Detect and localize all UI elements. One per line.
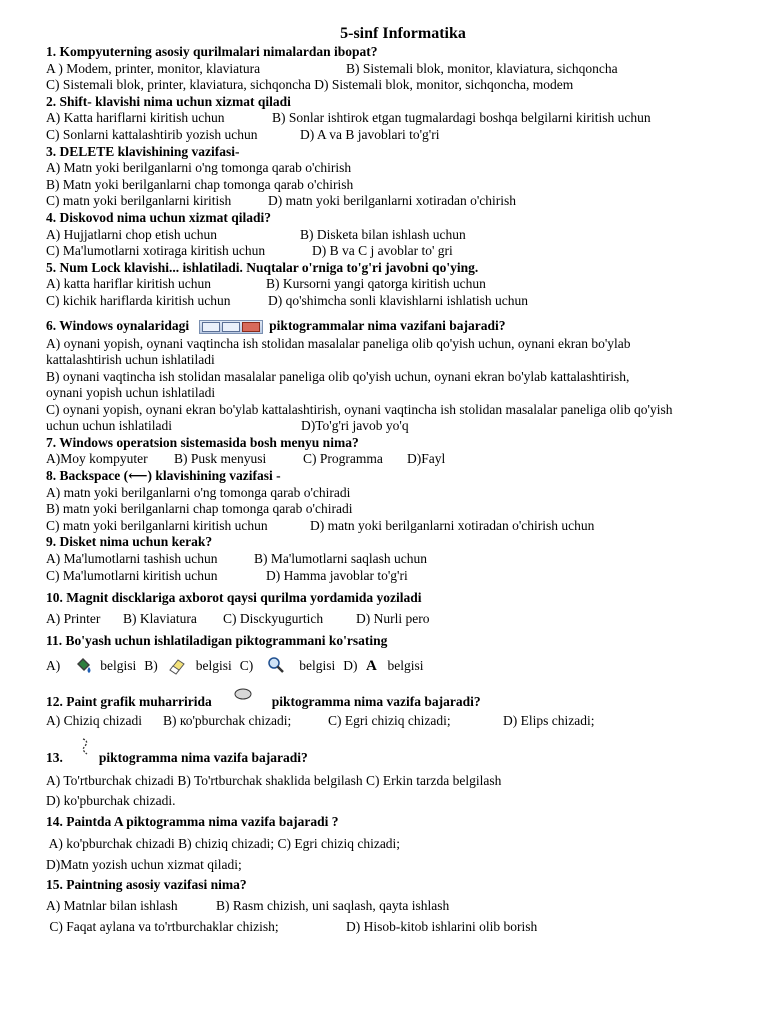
answer-b: B) Matn yoki berilganlarni chap tomonga qarab o'chirish [46, 176, 354, 192]
answer-row [46, 402, 706, 435]
answer-line: A) To'rtburchak chizadi B) To'rtburchak shaklida belgilash C) Erkin tarzda belgilash [46, 772, 502, 788]
answer-word: belgisi [100, 658, 137, 673]
answer-row [46, 551, 736, 568]
answer-c: C) Ma'lumotlarni xotiraga kiritish uchun [46, 243, 266, 259]
answer-word: belgisi [299, 658, 336, 673]
answer-a: A) Hujjatlarni chop etish uchun [46, 226, 217, 242]
answer-row [46, 243, 736, 260]
question-3: 3. DELETE klavishining vazifasi- [46, 143, 240, 159]
magnifier-icon [265, 655, 287, 677]
answer-b: B) matn yoki berilganlarni chap tomonga qarab o'chiradi [46, 501, 353, 517]
question-12-post: piktogramma nima vazifa bajaradi? [271, 694, 481, 709]
page-title: 5-sinf Informatika [340, 25, 466, 42]
question-13-post: piktogramma nima vazifa bajaradi? [98, 749, 308, 765]
question-8: 8. Backspace (⟵) klavishining vazifasi - [46, 468, 281, 484]
answer-b: B) [144, 658, 158, 673]
answer-row [46, 110, 736, 127]
answer-d: D) matn yoki berilganlarni xotiradan o'chirish [268, 193, 516, 209]
answer-c: C) Disckyugurtich [223, 610, 324, 626]
answer-b: B) Disketa bilan ishlash uchun [300, 226, 466, 242]
answer-d: D) matn yoki berilganlarni xotiradan o'chirish uchun [310, 517, 595, 533]
answer-c: C) Faqat aylana va to'rtburchaklar chizish; [46, 918, 279, 934]
question-6-pre: 6. Windows oynalaridagi [46, 317, 190, 333]
answer-row [46, 568, 736, 585]
question-12 [46, 686, 736, 713]
answer-row [46, 127, 736, 144]
answer-d: D) [343, 658, 358, 673]
answer-row [46, 77, 736, 94]
answer-d: D) Sistemali blok, monitor, sichqoncha, modem [314, 77, 574, 93]
answer-a: A) Matnlar bilan ishlash [46, 897, 178, 913]
answer-a: A) Ma'lumotlarni tashish uchun [46, 551, 218, 567]
question-10: 10. Magnit discklariga axborot qaysi qurilma yordamida yoziladi [46, 590, 422, 606]
free-select-icon [75, 736, 95, 758]
answer-row [46, 650, 736, 682]
fill-bucket-icon [72, 655, 94, 677]
answer-row [46, 293, 736, 310]
answer-c: C) Sonlarni kattalashtirib yozish uchun [46, 126, 258, 142]
question-2: 2. Shift- klavishi nima uchun xizmat qiladi [46, 93, 291, 109]
answer-row [46, 61, 736, 78]
answer-c: C) matn yoki berilganlarni kiritish uchun [46, 517, 268, 533]
answer-c: C) [239, 658, 254, 673]
answer-a: A) matn yoki berilganlarni o'ng tomonga qarab o'chiradi [46, 484, 351, 500]
answer-b: B) Ma'lumotlarni saqlash uchun [254, 551, 428, 567]
answer-word: belgisi [195, 658, 232, 673]
answer-d: D) qo'shimcha sonli klavishlarni ishlatish uchun [268, 292, 529, 308]
answer-a: A) Matn yoki berilganlarni o'ng tomonga qarab o'chirish [46, 160, 352, 176]
answer-row [46, 276, 736, 293]
answer-c: C) kichik hariflarda kiritish uchun [46, 292, 231, 308]
answer-row [46, 713, 736, 730]
answer-line: D) ko'pburchak chizadi. [46, 792, 176, 808]
answer-a: A)Moy kompyuter [46, 451, 148, 467]
answer-b: B) Rasm chizish, uni saqlash, qayta ishlash [216, 897, 450, 913]
answer-c: C) matn yoki berilganlarni kiritish [46, 193, 232, 209]
answer-c: C) Ma'lumotlarni kiritish uchun [46, 567, 218, 583]
answer-d: D)To'g'ri javob yo'q [301, 418, 409, 434]
question-11: 11. Bo'yash uchun ishlatiladigan piktogrammani ko'rsating [46, 633, 388, 649]
answer-c: C) Programma [303, 451, 383, 467]
answer-row [46, 451, 736, 468]
question-12-pre: 12. Paint grafik muharririda [46, 694, 212, 709]
answer-a: A) katta hariflar kiritish uchun [46, 276, 211, 292]
eraser-icon [166, 655, 188, 677]
answer-d: D) Hisob-kitob ishlarini olib borish [346, 918, 538, 934]
answer-b: B) ко'pburchak chizadi; [163, 713, 292, 728]
answer-d: D) Hamma javoblar to'g'ri [266, 567, 408, 583]
answer-row [46, 518, 736, 535]
answer-line: D)Matn yozish uchun xizmat qiladi; [46, 856, 242, 872]
answer-c: C) Sistemali blok, printer, klaviatura, sichqoncha [46, 77, 311, 93]
window-buttons-icon [199, 320, 263, 334]
answer-c: C) Egri chiziq chizadi; [328, 713, 451, 728]
answer-b: B) Kursorni yangi qatorga kiritish uchun [266, 276, 486, 292]
question-6-post: piktogrammalar nima vazifani bajaradi? [269, 317, 506, 333]
answer-row [46, 895, 736, 916]
answer-line: A) ko'pburchak chizadi B) chiziq chizadi; C) Egri chiziq chizadi; [46, 835, 401, 851]
answer-row [46, 227, 736, 244]
answer-b: B) oynani vaqtincha ish stolidan masalalar paneliga olib qo'yish uchun, oynani ekran bo'ylab kattalashtirish, oynani yopish uchun ishlatiladi [46, 368, 630, 401]
svg-text:A: A [365, 658, 377, 674]
question-13 [46, 736, 736, 771]
answer-a: A) Katta hariflarni kiritish uchun [46, 110, 225, 126]
answer-a: A) Printer [46, 610, 101, 626]
question-14: 14. Paintda A piktogramma nima vazifa bajaradi ? [46, 813, 339, 829]
answer-a: A ) Modem, printer, monitor, klaviatura [46, 60, 261, 76]
answer-row [46, 193, 736, 210]
answer-a: A) Chiziq chizadi [46, 713, 142, 728]
answer-d: D) B va C j avoblar to' gri [312, 243, 453, 259]
answer-d: D) A va B javoblari to'g'ri [300, 126, 440, 142]
question-7: 7. Windows operatsion sistemasida bosh menyu nima? [46, 434, 359, 450]
answer-d: D) Nurli pero [356, 610, 430, 626]
question-13-pre: 13. [46, 749, 63, 765]
question-1: 1. Kompyuterning asosiy qurilmalari nimalardan ibopat? [46, 44, 378, 59]
answer-b: B) Klaviatura [123, 610, 197, 626]
question-9: 9. Disket nima uchun kerak? [46, 534, 213, 550]
answer-b: B) Sistemali blok, monitor, klaviatura, sichqoncha [346, 60, 618, 76]
question-4: 4. Diskovod nima uchun xizmat qiladi? [46, 209, 272, 225]
answer-b: B) Sonlar ishtirok etgan tugmalardagi boshqa belgilarni kiritish uchun [272, 110, 651, 126]
test-document [46, 24, 736, 937]
answer-a: A) oynani yopish, oynani vaqtincha ish stolidan masalalar paneliga olib qo'yish uchun, oynani ekran bo'ylab kattalashtirish uchun ishlatiladi [46, 335, 631, 368]
answer-c: C) oynani yopish, oynani ekran bo'ylab kattalashtirish, oynani vaqtincha ish stolidan masalalar paneliga olib qo'yish uchun uchun ishlatiladi [46, 401, 673, 434]
answer-d: D)Fayl [407, 451, 446, 467]
answer-row [46, 916, 736, 937]
ellipse-icon [232, 686, 254, 704]
question-15: 15. Paintning asosiy vazifasi nima? [46, 876, 247, 892]
question-6 [46, 316, 736, 336]
answer-a: A) [46, 658, 61, 673]
answer-d: D) Elips chizadi; [503, 713, 595, 728]
text-tool-icon [362, 655, 384, 677]
question-5: 5. Num Lock klavishi... ishlatiladi. Nuqtalar o'rniga to'g'ri javobni qo'ying. [46, 259, 479, 275]
answer-word: belgisi [387, 658, 424, 673]
answer-b: B) Pusk menyusi [174, 451, 267, 467]
answer-row [46, 611, 736, 628]
